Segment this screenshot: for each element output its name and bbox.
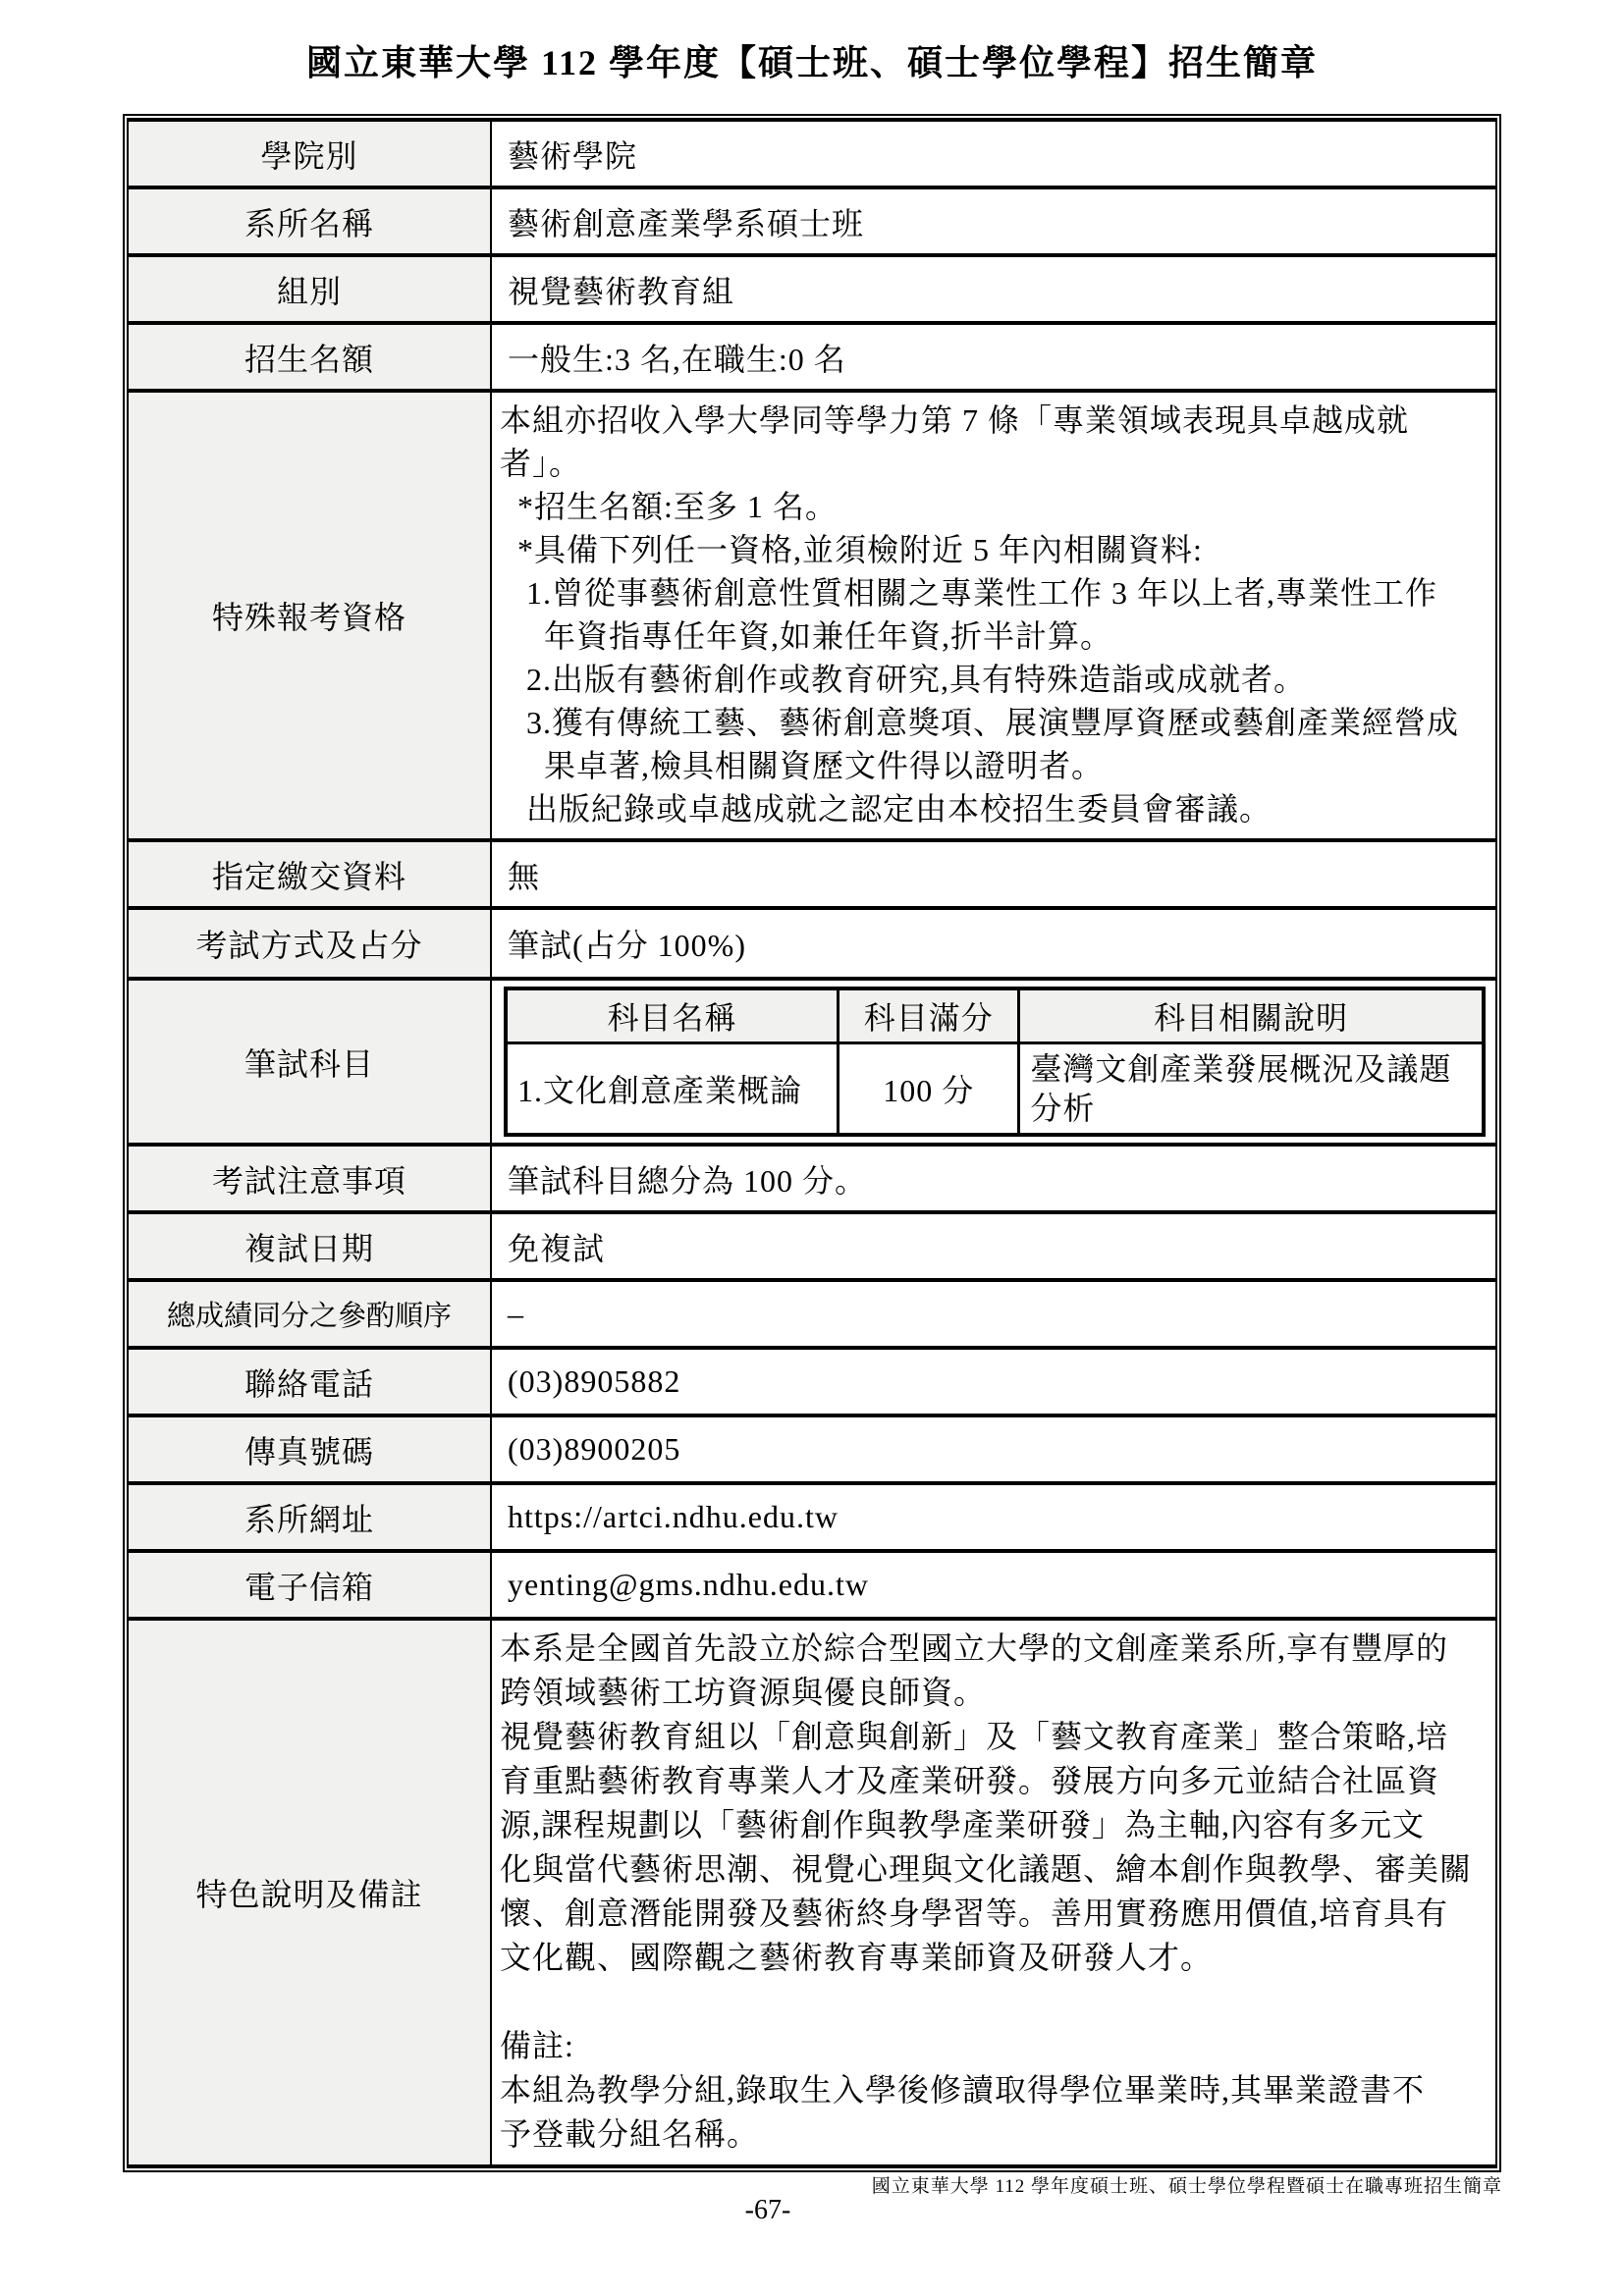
page-number: -67- xyxy=(744,2195,791,2225)
subtable-data-row xyxy=(506,1043,1484,1136)
label-college: 學院別 xyxy=(128,120,491,187)
value-fax: (03)8900205 xyxy=(491,1415,1496,1483)
subject-name: 1.文化創意產業概論 xyxy=(506,1043,839,1136)
label-phone: 聯絡電話 xyxy=(128,1348,491,1415)
table-row-email xyxy=(128,1551,1496,1619)
table-row-website xyxy=(128,1483,1496,1551)
table-row-tiebreaker xyxy=(128,1280,1496,1348)
value-exam-method: 筆試(占分 100%) xyxy=(491,908,1496,979)
text-line xyxy=(500,1980,1484,2024)
subject-score: 100 分 xyxy=(839,1043,1019,1136)
text-line: 予登載分組名稱。 xyxy=(500,2116,760,2152)
label-department: 系所名稱 xyxy=(128,187,491,255)
subtable-header-subject-score: 科目滿分 xyxy=(839,988,1019,1043)
label-written-exam: 筆試科目 xyxy=(128,979,491,1145)
text-line: *具備下列任一資格,並須檢附近 5 年內相關資料: xyxy=(500,532,1203,567)
label-required-documents: 指定繳交資料 xyxy=(128,840,491,908)
table-row-phone xyxy=(128,1348,1496,1415)
text-line: 2.出版有藝術創作或教育研究,具有特殊造詣或成就者。 xyxy=(500,662,1307,697)
value-group: 視覺藝術教育組 xyxy=(491,255,1496,323)
label-fax: 傳真號碼 xyxy=(128,1415,491,1483)
table-row-fax xyxy=(128,1415,1496,1483)
text-line: 年資指專任年資,如兼任年資,折半計算。 xyxy=(500,618,1113,654)
label-group: 組別 xyxy=(128,255,491,323)
label-website: 系所網址 xyxy=(128,1483,491,1551)
text-line: 視覺藝術教育組以「創意與創新」及「藝文教育產業」整合策略,培 xyxy=(500,1719,1449,1754)
text-line: 出版紀錄或卓越成就之認定由本校招生委員會審議。 xyxy=(500,791,1272,827)
table-row-written-exam xyxy=(128,979,1496,1145)
value-college: 藝術學院 xyxy=(491,120,1496,187)
table-row-college xyxy=(128,120,1496,187)
written-exam-subtable xyxy=(504,987,1486,1137)
text-line: 源,課程規劃以「藝術創作與教學產業研發」為主軸,內容有多元文 xyxy=(500,1807,1426,1842)
value-second-exam-date: 免複試 xyxy=(491,1212,1496,1280)
value-special-qualification xyxy=(491,391,1496,840)
value-phone: (03)8905882 xyxy=(491,1348,1496,1415)
label-tiebreaker: 總成績同分之參酌順序 xyxy=(128,1280,491,1348)
page-title: 國立東華大學 112 學年度【碩士班、碩士學位學程】招生簡章 xyxy=(305,43,1318,82)
text-line: 懷、創意潛能開發及藝術終身學習等。善用實務應用價值,培育具有 xyxy=(500,1896,1449,1931)
table-row-special-qualification xyxy=(128,391,1496,840)
subject-description: 臺灣文創產業發展概況及議題分析 xyxy=(1019,1043,1484,1136)
text-line: 化與當代藝術思潮、視覺心理與文化議題、繪本創作與教學、審美關 xyxy=(500,1851,1473,1887)
text-line: *招生名額:至多 1 名。 xyxy=(500,489,838,524)
text-line: 本系是全國首先設立於綜合型國立大學的文創產業系所,享有豐厚的 xyxy=(500,1630,1449,1666)
text-line: 備註: xyxy=(500,2028,574,2063)
footer-text: 國立東華大學 112 學年度碩士班、碩士學位學程暨碩士在職專班招生簡章 xyxy=(871,2176,1502,2197)
subtable-header-subject-description: 科目相關說明 xyxy=(1019,988,1484,1043)
value-email: yenting@gms.ndhu.edu.tw xyxy=(491,1551,1496,1619)
label-exam-notes: 考試注意事項 xyxy=(128,1145,491,1212)
table-row-required-documents xyxy=(128,840,1496,908)
table-row-exam-notes xyxy=(128,1145,1496,1212)
table-row-second-exam-date xyxy=(128,1212,1496,1280)
value-tiebreaker: – xyxy=(491,1280,1496,1348)
label-exam-method: 考試方式及占分 xyxy=(128,908,491,979)
text-line: 文化觀、國際觀之藝術教育專業師資及研發人才。 xyxy=(500,1940,1214,1975)
table-row-exam-method xyxy=(128,908,1496,979)
label-features: 特色說明及備註 xyxy=(128,1619,491,2166)
subtable-header-row xyxy=(506,988,1484,1043)
subtable-header-subject-name: 科目名稱 xyxy=(506,988,839,1043)
label-quota: 招生名額 xyxy=(128,323,491,391)
text-line: 跨領域藝術工坊資源與優良師資。 xyxy=(500,1675,987,1710)
text-line: 本組亦招收入學大學同等學力第 7 條「專業領域表現具卓越成就者」。 xyxy=(500,402,1410,481)
text-line: 3.獲有傳統工藝、藝術創意獎項、展演豐厚資歷或藝創產業經營成 xyxy=(500,705,1460,740)
label-special-qualification: 特殊報考資格 xyxy=(128,391,491,840)
value-features xyxy=(491,1619,1496,2166)
value-quota: 一般生:3 名,在職生:0 名 xyxy=(491,323,1496,391)
text-line: 果卓著,檢具相關資歷文件得以證明者。 xyxy=(500,748,1105,783)
text-line: 本組為教學分組,錄取生入學後修讀取得學位畢業時,其畢業證書不 xyxy=(500,2072,1426,2108)
text-line: 1.曾從事藝術創意性質相關之專業性工作 3 年以上者,專業性工作 xyxy=(500,575,1438,611)
value-exam-notes: 筆試科目總分為 100 分。 xyxy=(491,1145,1496,1212)
table-row-features xyxy=(128,1619,1496,2166)
label-email: 電子信箱 xyxy=(128,1551,491,1619)
table-row-group xyxy=(128,255,1496,323)
table-row-quota xyxy=(128,323,1496,391)
table-row-department xyxy=(128,187,1496,255)
value-required-documents: 無 xyxy=(491,840,1496,908)
text-line: 育重點藝術教育專業人才及產業研發。發展方向多元並結合社區資 xyxy=(500,1763,1440,1798)
admission-info-table xyxy=(123,114,1501,2172)
value-website: https://artci.ndhu.edu.tw xyxy=(491,1483,1496,1551)
label-second-exam-date: 複試日期 xyxy=(128,1212,491,1280)
value-written-exam xyxy=(491,979,1496,1145)
value-department: 藝術創意產業學系碩士班 xyxy=(491,187,1496,255)
